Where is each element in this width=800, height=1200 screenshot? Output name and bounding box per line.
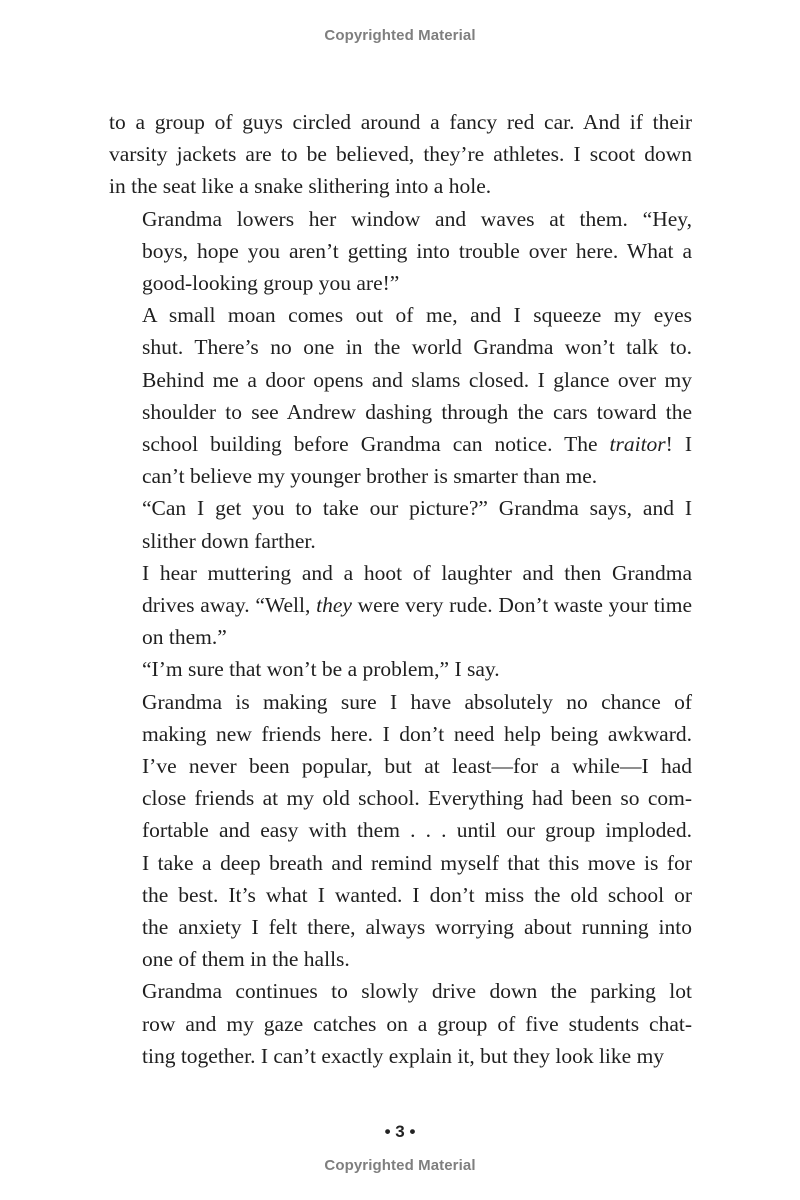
text-run: slither down farther. xyxy=(142,528,316,553)
copyright-watermark-bottom: Copyrighted Material xyxy=(324,1157,476,1174)
text-line xyxy=(109,782,692,814)
text-line xyxy=(109,331,692,363)
italic-word: they xyxy=(316,593,352,618)
text-line xyxy=(109,460,692,492)
page-number: • 3 • xyxy=(384,1122,416,1141)
text-line xyxy=(109,814,692,846)
paragraph xyxy=(109,203,692,300)
text-run: “Can I get you to take our picture?” Grandma says, and I xyxy=(142,496,692,521)
paragraph xyxy=(109,492,692,556)
text-run: shut. There’s no one in the world Grandma won’t talk to. xyxy=(142,335,692,360)
text-run: close friends at my old school. Everything had been so com- xyxy=(142,786,692,811)
text-line xyxy=(109,299,692,331)
text-line xyxy=(109,911,692,943)
copyright-watermark-top: Copyrighted Material xyxy=(324,27,476,44)
text-line xyxy=(109,267,692,299)
text-line xyxy=(109,943,692,975)
text-line xyxy=(109,235,692,267)
text-run: ting together. I can’t exactly explain it, but they look like my xyxy=(142,1043,665,1068)
italic-word: traitor xyxy=(609,432,666,457)
text-run: I’ve never been popular, but at least—for a while—I had xyxy=(142,754,692,779)
text-line xyxy=(109,750,692,782)
text-run: varsity jackets are to be believed, they’re athletes. I scoot down xyxy=(109,142,692,167)
text-run: Grandma lowers her window and waves at them. “Hey, xyxy=(142,206,692,231)
text-run: making new friends here. I don’t need help being awkward. xyxy=(142,721,692,746)
paragraph xyxy=(109,106,692,203)
text-line xyxy=(109,170,692,202)
text-line xyxy=(109,364,692,396)
text-line xyxy=(109,106,692,138)
text-run: Grandma is making sure I have absolutely no chance of xyxy=(142,689,692,714)
text-run: fortable and easy with them . . . until our group imploded. xyxy=(142,818,692,843)
text-run: Behind me a door opens and slams closed. I glance over my xyxy=(142,367,692,392)
paragraph xyxy=(109,975,692,1072)
text-line xyxy=(109,396,692,428)
paragraph xyxy=(109,557,692,654)
text-run: row and my gaze catches on a group of five students chat- xyxy=(142,1011,692,1036)
text-run: shoulder to see Andrew dashing through the cars toward the xyxy=(142,399,692,424)
text-line xyxy=(109,525,692,557)
text-line xyxy=(109,589,692,621)
text-line xyxy=(109,557,692,589)
text-line xyxy=(109,653,692,685)
text-run: can’t believe my younger brother is smarter than me. xyxy=(142,464,598,489)
text-run: good-looking group you are!” xyxy=(142,271,400,296)
text-run: “I’m sure that won’t be a problem,” I say. xyxy=(142,657,500,682)
text-run: on them.” xyxy=(142,625,227,650)
text-run: drives away. “Well, xyxy=(142,593,317,618)
text-run: to a group of guys circled around a fancy red car. And if their xyxy=(109,110,692,134)
text-run: in the seat like a snake slithering into a hole. xyxy=(109,174,492,199)
text-line xyxy=(109,138,692,170)
text-line xyxy=(109,1008,692,1040)
text-run: I hear muttering and a hoot of laughter and then Grandma xyxy=(142,560,692,585)
text-run: boys, hope you aren’t getting into trouble over here. What a xyxy=(142,238,692,263)
text-run: ! I xyxy=(665,432,692,457)
text-run: school building before Grandma can notice. The xyxy=(142,432,610,457)
text-line xyxy=(109,847,692,879)
text-line xyxy=(109,1040,692,1072)
text-line xyxy=(109,428,692,460)
text-line xyxy=(109,879,692,911)
paragraph xyxy=(109,299,692,492)
text-run: Grandma continues to slowly drive down the parking lot xyxy=(142,979,692,1004)
text-run: one of them in the halls. xyxy=(142,947,350,972)
text-run: A small moan comes out of me, and I squeeze my eyes xyxy=(142,303,692,328)
text-run: the anxiety I felt there, always worrying about running into xyxy=(142,915,692,940)
text-run: were very rude. Don’t waste your time xyxy=(351,593,692,618)
text-run: the best. It’s what I wanted. I don’t miss the old school or xyxy=(142,882,692,907)
text-run: I take a deep breath and remind myself that this move is for xyxy=(142,850,692,875)
book-page-text xyxy=(109,106,692,1072)
text-line xyxy=(109,975,692,1007)
text-line xyxy=(109,718,692,750)
paragraph xyxy=(109,653,692,685)
text-line xyxy=(109,492,692,524)
text-line xyxy=(109,686,692,718)
text-line xyxy=(109,203,692,235)
text-line xyxy=(109,621,692,653)
paragraph xyxy=(109,686,692,976)
